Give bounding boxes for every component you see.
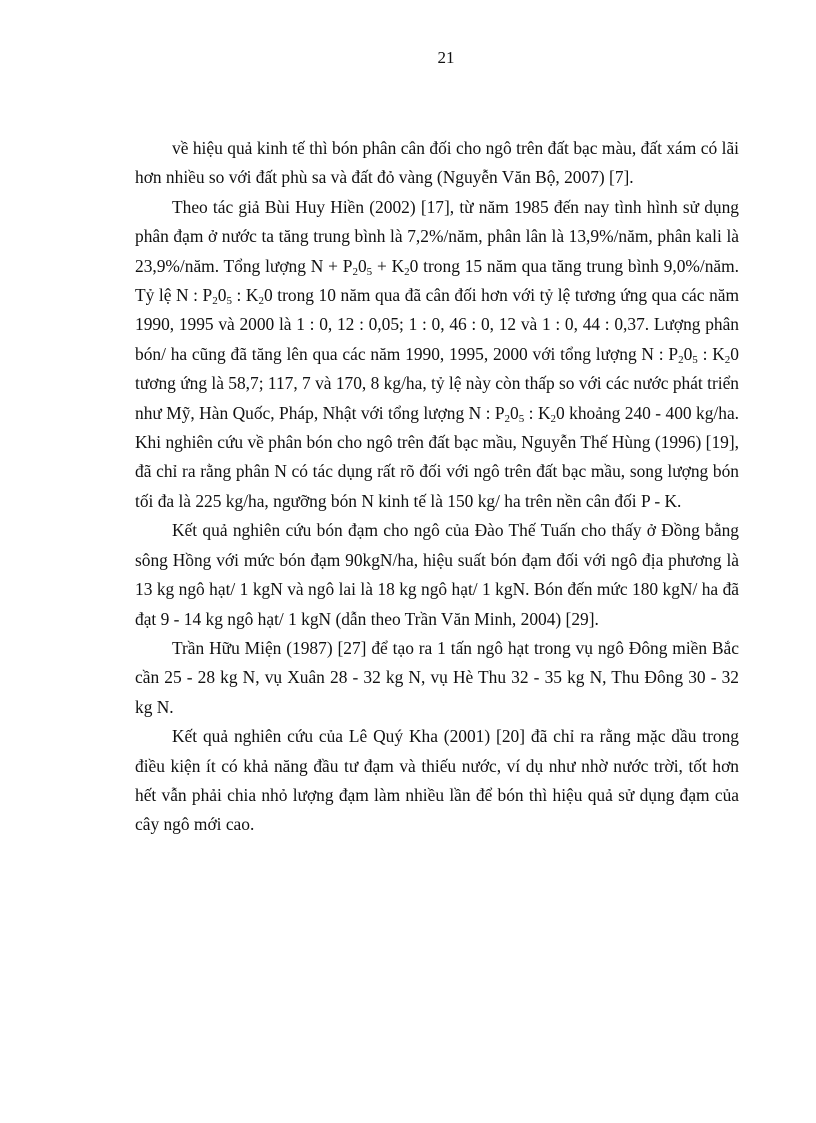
subscript: 2 — [212, 295, 218, 308]
text-run: Kết quả nghiên cứu của Lê Quý Kha (2001) [20] đã chỉ ra rằng mặc dầu trong điều kiện ít có khả năng đầu tư đạm và thiếu nước, ví dụ như nhờ nước trời, tốt hơn hết vẫn phải chia nhỏ lượng đạm làm nhiều lần để bón thì hiệu quả sử dụng đạm của cây ngô mới cao. — [135, 726, 739, 835]
text-run: Kết quả nghiên cứu bón đạm cho ngô của Đào Thế Tuấn cho thấy ở Đồng bằng sông Hồng với mức bón đạm 90kgN/ha, hiệu suất bón đạm đối với ngô địa phương là 13 kg ngô hạt/ 1 kgN và ngô lai là 18 kg ngô hạt/ 1 kgN. Bón đến mức 180 kgN/ ha đã đạt 9 - 14 kg ngô hạt/ 1 kgN (dẫn theo Trần Văn Minh, 2004) [29]. — [135, 520, 739, 629]
document-body — [135, 134, 739, 840]
text-run: + K — [372, 255, 405, 276]
text-run: 0 — [217, 285, 227, 306]
subscript: 2 — [550, 412, 557, 425]
paragraph — [135, 516, 739, 634]
subscript: 5 — [366, 265, 373, 278]
subscript: 5 — [692, 353, 698, 366]
text-run: 0 — [357, 255, 367, 276]
text-run: : K — [697, 343, 725, 364]
text-run: 0 tương ứng là 58,7; 117, 7 và 170, 8 kg/ha, tỷ lệ này còn thấp so với các nước phát triển như Mỹ, Hàn Quốc, Pháp, Nhật với tổng lượng N : P — [135, 343, 739, 423]
subscript: 2 — [724, 353, 731, 366]
text-run: 0 — [683, 343, 693, 364]
text-run: 0 trong 10 năm qua đã cân đối hơn với tỷ lệ tương ứng qua các năm 1990, 1995 và 2000 là 1 : 0, 12 : 0,05; 1 : 0, 46 : 0, 12 và 1 : 0, 44 : 0,37. Lượng phân bón/ ha cũng đã tăng lên qua các năm 1990, 1995, 2000 với tổng lượng N : P — [135, 285, 740, 364]
subscript: 2 — [504, 412, 511, 425]
paragraph — [135, 134, 739, 193]
text-run: Theo tác giả Bùi Huy Hiền (2002) [17], từ năm 1985 đến nay tình hình sử dụng phân đạm ở nước ta tăng trung bình là 7,2%/năm, phân lân là 13,9%/năm, phân kali là 23,9%/năm. Tổng lượng N + P — [135, 196, 739, 276]
text-run: : K — [231, 285, 259, 306]
subscript: 2 — [352, 265, 358, 278]
text-run: 0 — [510, 402, 519, 423]
text-run: 0 trong 15 năm qua tăng trung bình 9,0%/năm. Tỷ lệ N : P — [135, 255, 739, 306]
subscript: 5 — [518, 412, 525, 425]
text-run: 0 khoảng 240 - 400 kg/ha. Khi nghiên cứu về phân bón cho ngô trên đất bạc mầu, Nguyễn Thế Hùng (1996) [19], đã chỉ ra rằng phân N có tác dụng rất rõ đối với ngô trên đất bạc mầu, song lượng bón tối đa là 225 kg/ha, ngưỡng bón N kinh tế là 150 kg/ ha trên nền cân đối P - K. — [135, 402, 740, 511]
page-number: 21 — [437, 48, 455, 67]
subscript: 5 — [226, 295, 232, 308]
paragraph — [135, 634, 739, 722]
text-run: : K — [524, 402, 551, 423]
paragraph — [135, 722, 739, 840]
subscript: 2 — [678, 353, 684, 366]
subscript: 2 — [258, 295, 264, 308]
paragraph — [135, 193, 739, 516]
text-run: về hiệu quả kinh tế thì bón phân cân đối cho ngô trên đất bạc màu, đất xám có lãi hơn nhiều so với đất phù sa và đất đỏ vàng (Nguyễn Văn Bộ, 2007) [7]. — [135, 138, 739, 188]
subscript: 2 — [404, 265, 410, 278]
text-run: Trần Hữu Miện (1987) [27] để tạo ra 1 tấn ngô hạt trong vụ ngô Đông miền Bắc cần 25 - 28 kg N, vụ Xuân 28 - 32 kg N, vụ Hè Thu 32 - 35 kg N, Thu Đông 30 - 32 kg N. — [135, 637, 739, 717]
